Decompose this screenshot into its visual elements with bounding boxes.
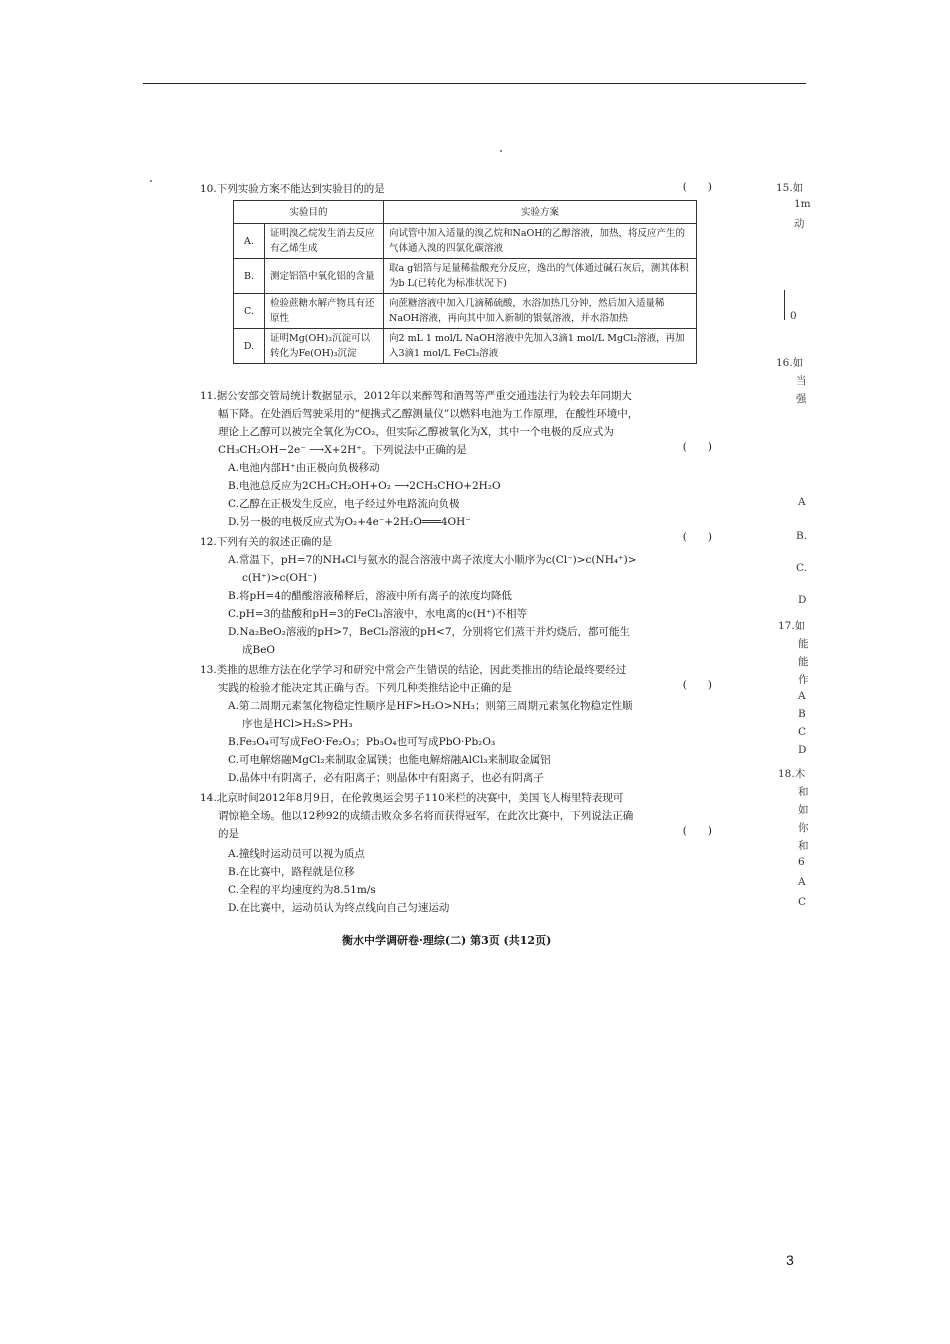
row-plan: 向试管中加入适量的溴乙烷和NaOH的乙醇溶液，加热，将反应产生的气体通入溴的四氯化碳溶液 — [384, 224, 697, 259]
table-header-row — [234, 201, 697, 224]
q14-option-d: D.在比赛中，运动员认为终点线向自己匀速运动 — [228, 902, 450, 914]
q11-line: 幅下降。在处酒后驾驶采用的“便携式乙醇测量仪”以燃料电池为工作原理，在酸性环境中， — [218, 408, 639, 420]
table-row — [234, 259, 697, 294]
top-rule — [143, 83, 806, 84]
row-key: D. — [234, 329, 265, 364]
table-row — [234, 224, 697, 259]
edge-text: 17.如 — [778, 620, 806, 632]
q10-stem — [200, 180, 385, 198]
q12-option-a: A.常温下，pH=7的NH₄Cl与氨水的混合溶液中离子浓度大小顺序为c(Cl⁻)>c(NH₄⁺)> — [228, 554, 637, 566]
q11-option-d: D.另一极的电极反应式为O₂+4e⁻+2H₂O═══4OH⁻ — [228, 516, 471, 528]
q11-option-a: A.电池内部H⁺由正极向负极移动 — [228, 462, 380, 474]
row-key: A. — [234, 224, 265, 259]
q11-line: CH₃CH₂OH−2e⁻ ⟶X+2H⁺。下列说法中正确的是 — [218, 444, 467, 456]
q11-line: 理论上乙醇可以被完全氧化为CO₂，但实际乙醇被氧化为X，其中一个电极的反应式为 — [218, 426, 614, 438]
edge-text: 和 — [798, 840, 809, 852]
q10-table — [233, 200, 697, 364]
q11-option-b: B.电池总反应为2CH₃CH₂OH+O₂ ⟶2CH₃CHO+2H₂O — [228, 480, 501, 492]
edge-text: 当 — [796, 375, 807, 387]
q13-option-a-cont: 序也是HCl>H₂S>PH₃ — [242, 718, 353, 730]
edge-text: D — [798, 594, 807, 606]
q14-line: 的是 — [218, 828, 239, 840]
edge-text: 能 — [798, 638, 809, 650]
q12-option-d: D.Na₂BeO₂溶液的pH>7，BeCl₂溶液的pH<7，分别将它们蒸干并灼烧后，都可能生 — [228, 626, 631, 638]
row-key: B. — [234, 259, 265, 294]
q11-bracket: ( ) — [682, 441, 712, 453]
q13-option-d: D.晶体中有阴离子，必有阳离子；则晶体中有阳离子，也必有阴离子 — [228, 772, 544, 784]
q13-option-a: A.第二周期元素氢化物稳定性顺序是HF>H₂O>NH₃；则第三周期元素氢化物稳定性顺 — [228, 700, 633, 712]
edge-text: A — [798, 690, 806, 702]
edge-text: 18.木 — [778, 768, 806, 780]
edge-text: 和 — [798, 786, 809, 798]
scan-speck — [150, 180, 152, 182]
q14-line: 谓惊艳全场。他以12秒92的成绩击败众多名将而获得冠军，在此次比赛中，下列说法正确 — [218, 810, 634, 822]
header-aim: 实验目的 — [234, 201, 384, 224]
page-footer: 衡水中学调研卷·理综(二) 第3页 (共12页) — [342, 934, 552, 947]
edge-text: 动 — [794, 218, 805, 230]
row-aim: 证明溴乙烷发生消去反应有乙烯生成 — [265, 224, 384, 259]
edge-text: B. — [796, 530, 808, 542]
edge-text: D — [798, 744, 807, 756]
edge-text: 0 — [790, 310, 797, 322]
q10-bracket: ( ) — [682, 181, 712, 193]
q13-line: 13.类推的思维方法在化学学习和研究中常会产生错误的结论，因此类推出的结论最终要经过 — [200, 664, 627, 676]
table-row — [234, 329, 697, 364]
q10-stem-text: 10.下列实验方案不能达到实验目的的是 — [200, 183, 385, 195]
edge-text: A — [798, 496, 806, 508]
scanned-page — [200, 172, 730, 952]
edge-text: A — [798, 876, 806, 888]
q11-line: 11.据公安部交管局统计数据显示，2012年以来醉驾和酒驾等严重交通违法行为较去年同期大 — [200, 390, 632, 402]
row-aim: 检验蔗糖水解产物具有还原性 — [265, 294, 384, 329]
edge-text: 6 — [798, 856, 805, 868]
edge-text: C — [798, 896, 807, 908]
q12-option-d-cont: 成BeO — [242, 644, 276, 656]
q12-stem: 12.下列有关的叙述正确的是 — [200, 536, 333, 548]
edge-text: 作 — [798, 674, 809, 686]
edge-text: 16.如 — [776, 357, 804, 369]
q14-line: 14.北京时间2012年8月9日，在伦敦奥运会男子110米栏的决赛中，美国飞人梅里特表现可 — [200, 792, 624, 804]
q13-line: 实践的检验才能决定其正确与否。下列几种类推结论中正确的是 — [218, 682, 512, 694]
edge-text: 你 — [798, 822, 809, 834]
q12-option-a-cont: c(H⁺)>c(OH⁻) — [242, 572, 317, 584]
q14-bracket: ( ) — [682, 825, 712, 837]
q11-option-c: C.乙醇在正极发生反应，电子经过外电路流向负极 — [228, 498, 460, 510]
edge-text: C — [798, 726, 807, 738]
page-number: 3 — [786, 1252, 794, 1268]
q12-option-c: C.pH=3的盐酸和pH=3的FeCl₃溶液中，水电离的c(H⁺)不相等 — [228, 608, 528, 620]
q14-option-c: C.全程的平均速度约为8.51m/s — [228, 884, 376, 896]
edge-text: 强 — [796, 393, 807, 405]
edge-text: 15.如 — [776, 182, 804, 194]
q12-option-b: B.将pH=4的醋酸溶液稀释后，溶液中所有离子的浓度均降低 — [228, 590, 512, 602]
edge-text: 如 — [798, 804, 809, 816]
row-plan: 向蔗糖溶液中加入几滴稀硫酸，水浴加热几分钟，然后加入适量稀NaOH溶液，再向其中加入新制的银氨溶液，并水浴加热 — [384, 294, 697, 329]
q13-option-c: C.可电解熔融MgCl₂来制取金属镁；也能电解熔融AlCl₃来制取金属铝 — [228, 754, 551, 766]
q14-option-b: B.在比赛中，路程就是位移 — [228, 866, 355, 878]
edge-text: B — [798, 708, 806, 720]
scan-speck — [500, 150, 502, 152]
table-row — [234, 294, 697, 329]
row-plan: 向2 mL 1 mol/L NaOH溶液中先加入3滴1 mol/L MgCl₂溶液，再加入3滴1 mol/L FeCl₃溶液 — [384, 329, 697, 364]
edge-text: 能 — [798, 656, 809, 668]
row-aim: 证明Mg(OH)₂沉淀可以转化为Fe(OH)₃沉淀 — [265, 329, 384, 364]
edge-text: C. — [796, 562, 807, 574]
q14-option-a: A.撞线时运动员可以视为质点 — [228, 848, 365, 860]
row-aim: 测定铝箔中氧化铝的含量 — [265, 259, 384, 294]
row-key: C. — [234, 294, 265, 329]
q12-bracket: ( ) — [682, 531, 712, 543]
edge-text: 1m — [794, 198, 811, 210]
header-plan: 实验方案 — [384, 201, 697, 224]
q13-bracket: ( ) — [682, 679, 712, 691]
q13-option-b: B.Fe₃O₄可写成FeO·Fe₂O₃；Pb₃O₄也可写成PbO·Pb₂O₃ — [228, 736, 496, 748]
row-plan: 取a g铝箔与足量稀盐酸充分反应，逸出的气体通过碱石灰后，测其体积为b L(已转化为标准状况下) — [384, 259, 697, 294]
